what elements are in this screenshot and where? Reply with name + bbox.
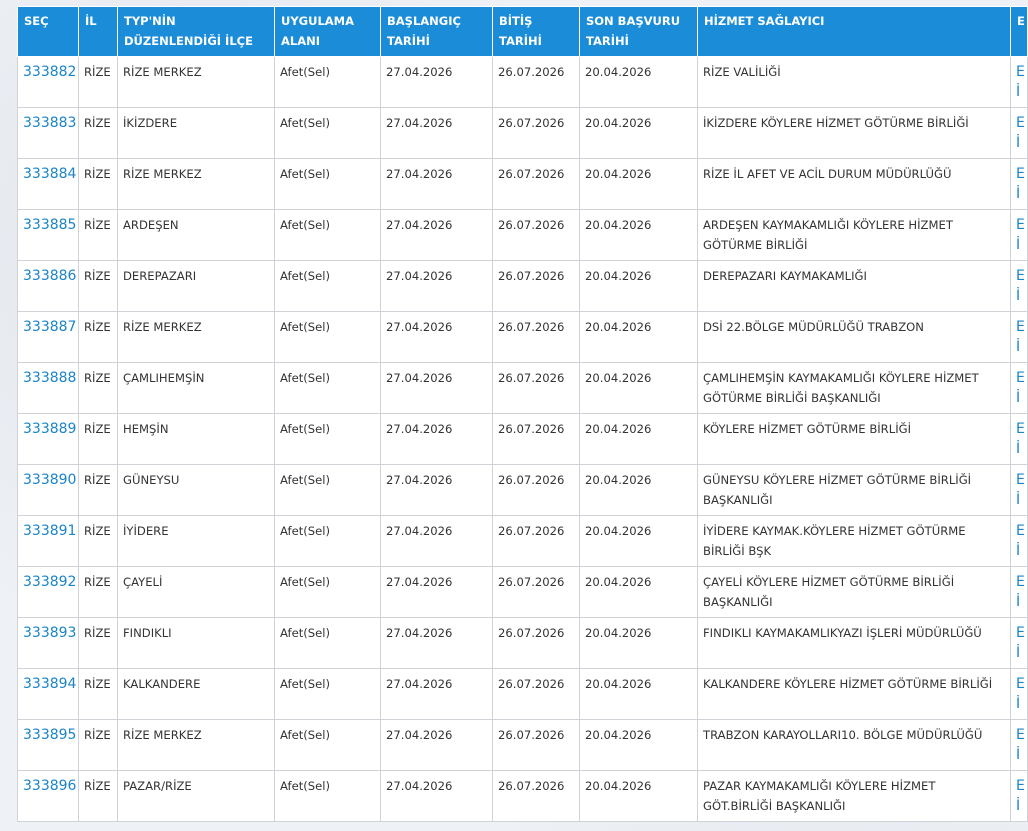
truncated-text-line2: İ bbox=[1016, 186, 1021, 202]
cell-son-basvuru: 20.04.2026 bbox=[580, 312, 698, 363]
cell-son-basvuru: 20.04.2026 bbox=[580, 210, 698, 261]
header-son-basvuru bbox=[580, 7, 698, 57]
cell-sec bbox=[18, 618, 79, 669]
header-hizmet-label: HİZMET SAĞLAYICI bbox=[704, 14, 825, 28]
cell-baslangic: 27.04.2026 bbox=[381, 414, 493, 465]
table-row bbox=[18, 108, 1028, 159]
cell-ilce: İYİDERE bbox=[118, 516, 275, 567]
cell-hizmet: RİZE İL AFET VE ACİL DURUM MÜDÜRLÜĞÜ bbox=[698, 159, 1011, 210]
cell-il: RİZE bbox=[79, 720, 118, 771]
cell-hizmet: PAZAR KAYMAKAMLIĞI KÖYLERE HİZMET GÖT.BİRLİĞİ BAŞKANLIĞI bbox=[698, 771, 1011, 822]
cell-baslangic: 27.04.2026 bbox=[381, 312, 493, 363]
truncated-text-line1: E bbox=[1016, 472, 1025, 488]
cell-bitis: 26.07.2026 bbox=[493, 414, 580, 465]
table-row bbox=[18, 516, 1028, 567]
table-row bbox=[18, 363, 1028, 414]
truncated-text-line1: E bbox=[1016, 166, 1025, 182]
cell-alan: Afet(Sel) bbox=[275, 108, 381, 159]
cell-ilce: ARDEŞEN bbox=[118, 210, 275, 261]
cell-ilce: DEREPAZARI bbox=[118, 261, 275, 312]
cell-baslangic: 27.04.2026 bbox=[381, 261, 493, 312]
table-row bbox=[18, 312, 1028, 363]
cell-truncated-column bbox=[1011, 465, 1028, 516]
table-row bbox=[18, 618, 1028, 669]
table-row bbox=[18, 210, 1028, 261]
select-program-link[interactable]: 333896 bbox=[23, 778, 77, 794]
cell-baslangic: 27.04.2026 bbox=[381, 771, 493, 822]
cell-baslangic: 27.04.2026 bbox=[381, 363, 493, 414]
select-program-link[interactable]: 333891 bbox=[23, 523, 77, 539]
cell-il: RİZE bbox=[79, 108, 118, 159]
header-alan-line2: ALANI bbox=[281, 34, 321, 48]
select-program-link[interactable]: 333883 bbox=[23, 115, 77, 131]
cell-ilce: KALKANDERE bbox=[118, 669, 275, 720]
header-alan-line1: UYGULAMA bbox=[281, 14, 355, 28]
cell-truncated-column bbox=[1011, 516, 1028, 567]
cell-truncated-column bbox=[1011, 414, 1028, 465]
cell-ilce: ÇAYELİ bbox=[118, 567, 275, 618]
cell-il: RİZE bbox=[79, 516, 118, 567]
truncated-text-line2: İ bbox=[1016, 84, 1021, 100]
cell-son-basvuru: 20.04.2026 bbox=[580, 414, 698, 465]
program-table bbox=[17, 6, 1028, 822]
truncated-text-line2: İ bbox=[1016, 492, 1021, 508]
cell-truncated-column bbox=[1011, 210, 1028, 261]
cell-alan: Afet(Sel) bbox=[275, 57, 381, 108]
select-program-link[interactable]: 333892 bbox=[23, 574, 77, 590]
cell-il: RİZE bbox=[79, 363, 118, 414]
truncated-text-line2: İ bbox=[1016, 696, 1021, 712]
cell-ilce: İKİZDERE bbox=[118, 108, 275, 159]
cell-alan: Afet(Sel) bbox=[275, 771, 381, 822]
cell-ilce: ÇAMLIHEMŞİN bbox=[118, 363, 275, 414]
truncated-text-line1: E bbox=[1016, 64, 1025, 80]
cell-alan: Afet(Sel) bbox=[275, 414, 381, 465]
truncated-text-line2: İ bbox=[1016, 339, 1021, 355]
select-program-link[interactable]: 333884 bbox=[23, 166, 77, 182]
truncated-text-line2: İ bbox=[1016, 543, 1021, 559]
table-row bbox=[18, 771, 1028, 822]
header-son-line1: SON BAŞVURU bbox=[586, 14, 681, 28]
cell-truncated-column bbox=[1011, 57, 1028, 108]
table-row bbox=[18, 720, 1028, 771]
cell-hizmet: TRABZON KARAYOLLARI10. BÖLGE MÜDÜRLÜĞÜ bbox=[698, 720, 1011, 771]
truncated-text-line1: E bbox=[1016, 625, 1025, 641]
cell-alan: Afet(Sel) bbox=[275, 669, 381, 720]
cell-bitis: 26.07.2026 bbox=[493, 108, 580, 159]
table-row bbox=[18, 57, 1028, 108]
header-son-line2: TARİHİ bbox=[586, 34, 629, 48]
cell-sec bbox=[18, 363, 79, 414]
cell-ilce: GÜNEYSU bbox=[118, 465, 275, 516]
truncated-text-line1: E bbox=[1016, 268, 1025, 284]
truncated-text-line1: E bbox=[1016, 523, 1025, 539]
cell-sec bbox=[18, 414, 79, 465]
select-program-link[interactable]: 333882 bbox=[23, 64, 77, 80]
cell-il: RİZE bbox=[79, 567, 118, 618]
cell-hizmet: FINDIKLI KAYMAKAMLIKYAZI İŞLERİ MÜDÜRLÜĞÜ bbox=[698, 618, 1011, 669]
cell-hizmet: ÇAYELİ KÖYLERE HİZMET GÖTÜRME BİRLİĞİ BAŞKANLIĞI bbox=[698, 567, 1011, 618]
cell-il: RİZE bbox=[79, 618, 118, 669]
cell-il: RİZE bbox=[79, 465, 118, 516]
cell-sec bbox=[18, 108, 79, 159]
cell-baslangic: 27.04.2026 bbox=[381, 567, 493, 618]
cell-ilce: HEMŞİN bbox=[118, 414, 275, 465]
listing-container bbox=[17, 6, 1027, 822]
cell-truncated-column bbox=[1011, 312, 1028, 363]
cell-bitis: 26.07.2026 bbox=[493, 720, 580, 771]
cell-bitis: 26.07.2026 bbox=[493, 669, 580, 720]
cell-bitis: 26.07.2026 bbox=[493, 516, 580, 567]
truncated-text-line2: İ bbox=[1016, 645, 1021, 661]
header-bitis-line2: TARİHİ bbox=[499, 34, 542, 48]
cell-baslangic: 27.04.2026 bbox=[381, 669, 493, 720]
cell-baslangic: 27.04.2026 bbox=[381, 159, 493, 210]
cell-bitis: 26.07.2026 bbox=[493, 261, 580, 312]
cell-il: RİZE bbox=[79, 312, 118, 363]
cell-hizmet: GÜNEYSU KÖYLERE HİZMET GÖTÜRME BİRLİĞİ BAŞKANLIĞI bbox=[698, 465, 1011, 516]
cell-alan: Afet(Sel) bbox=[275, 567, 381, 618]
table-row bbox=[18, 465, 1028, 516]
table-row bbox=[18, 159, 1028, 210]
table-row bbox=[18, 567, 1028, 618]
cell-truncated-column bbox=[1011, 618, 1028, 669]
header-hizmet bbox=[698, 7, 1011, 57]
cell-sec bbox=[18, 159, 79, 210]
cell-baslangic: 27.04.2026 bbox=[381, 465, 493, 516]
cell-son-basvuru: 20.04.2026 bbox=[580, 159, 698, 210]
cell-alan: Afet(Sel) bbox=[275, 210, 381, 261]
cell-ilce: RİZE MERKEZ bbox=[118, 312, 275, 363]
truncated-text-line2: İ bbox=[1016, 747, 1021, 763]
cell-il: RİZE bbox=[79, 771, 118, 822]
cell-hizmet: İYİDERE KAYMAK.KÖYLERE HİZMET GÖTÜRME BİRLİĞİ BŞK bbox=[698, 516, 1011, 567]
select-program-link[interactable]: 333885 bbox=[23, 217, 77, 233]
cell-ilce: PAZAR/RİZE bbox=[118, 771, 275, 822]
cell-truncated-column bbox=[1011, 771, 1028, 822]
cell-baslangic: 27.04.2026 bbox=[381, 720, 493, 771]
truncated-text-line1: E bbox=[1016, 778, 1025, 794]
select-program-link[interactable]: 333888 bbox=[23, 370, 77, 386]
table-row bbox=[18, 669, 1028, 720]
header-baslangic bbox=[381, 7, 493, 57]
truncated-text-line2: İ bbox=[1016, 288, 1021, 304]
cell-son-basvuru: 20.04.2026 bbox=[580, 516, 698, 567]
truncated-text-line1: E bbox=[1016, 319, 1025, 335]
cell-hizmet: ARDEŞEN KAYMAKAMLIĞI KÖYLERE HİZMET GÖTÜRME BİRLİĞİ bbox=[698, 210, 1011, 261]
cell-truncated-column bbox=[1011, 261, 1028, 312]
cell-son-basvuru: 20.04.2026 bbox=[580, 771, 698, 822]
truncated-text-line2: İ bbox=[1016, 390, 1021, 406]
cell-bitis: 26.07.2026 bbox=[493, 210, 580, 261]
truncated-text-line2: İ bbox=[1016, 441, 1021, 457]
cell-hizmet: KALKANDERE KÖYLERE HİZMET GÖTÜRME BİRLİĞİ bbox=[698, 669, 1011, 720]
header-bitis-line1: BİTİŞ bbox=[499, 14, 533, 28]
cell-truncated-column bbox=[1011, 720, 1028, 771]
cell-bitis: 26.07.2026 bbox=[493, 567, 580, 618]
header-baslangic-line1: BAŞLANGIÇ bbox=[387, 14, 461, 28]
cell-son-basvuru: 20.04.2026 bbox=[580, 108, 698, 159]
cell-sec bbox=[18, 312, 79, 363]
cell-alan: Afet(Sel) bbox=[275, 363, 381, 414]
cell-alan: Afet(Sel) bbox=[275, 618, 381, 669]
cell-sec bbox=[18, 57, 79, 108]
header-il bbox=[79, 7, 118, 57]
cell-alan: Afet(Sel) bbox=[275, 261, 381, 312]
select-program-link[interactable]: 333895 bbox=[23, 727, 77, 743]
cell-ilce: RİZE MERKEZ bbox=[118, 159, 275, 210]
cell-sec bbox=[18, 465, 79, 516]
truncated-text-line1: E bbox=[1016, 370, 1025, 386]
table-header bbox=[18, 7, 1028, 57]
truncated-text-line2: İ bbox=[1016, 798, 1021, 814]
cell-hizmet: DSİ 22.BÖLGE MÜDÜRLÜĞÜ TRABZON bbox=[698, 312, 1011, 363]
cell-il: RİZE bbox=[79, 159, 118, 210]
cell-sec bbox=[18, 720, 79, 771]
header-last-label: E bbox=[1017, 14, 1025, 28]
cell-truncated-column bbox=[1011, 669, 1028, 720]
cell-truncated-column bbox=[1011, 108, 1028, 159]
cell-sec bbox=[18, 261, 79, 312]
cell-baslangic: 27.04.2026 bbox=[381, 516, 493, 567]
cell-ilce: FINDIKLI bbox=[118, 618, 275, 669]
cell-hizmet: ÇAMLIHEMŞİN KAYMAKAMLIĞI KÖYLERE HİZMET GÖTÜRME BİRLİĞİ BAŞKANLIĞI bbox=[698, 363, 1011, 414]
cell-ilce: RİZE MERKEZ bbox=[118, 57, 275, 108]
select-program-link[interactable]: 333894 bbox=[23, 676, 77, 692]
cell-hizmet: RİZE VALİLİĞİ bbox=[698, 57, 1011, 108]
truncated-text-line2: İ bbox=[1016, 135, 1021, 151]
cell-alan: Afet(Sel) bbox=[275, 516, 381, 567]
select-program-link[interactable]: 333890 bbox=[23, 472, 77, 488]
cell-bitis: 26.07.2026 bbox=[493, 771, 580, 822]
cell-truncated-column bbox=[1011, 567, 1028, 618]
cell-alan: Afet(Sel) bbox=[275, 720, 381, 771]
select-program-link[interactable]: 333887 bbox=[23, 319, 77, 335]
cell-truncated-column bbox=[1011, 363, 1028, 414]
cell-sec bbox=[18, 771, 79, 822]
cell-bitis: 26.07.2026 bbox=[493, 312, 580, 363]
truncated-text-line1: E bbox=[1016, 421, 1025, 437]
cell-il: RİZE bbox=[79, 57, 118, 108]
header-row bbox=[18, 7, 1028, 57]
cell-il: RİZE bbox=[79, 669, 118, 720]
truncated-text-line2: İ bbox=[1016, 594, 1021, 610]
cell-truncated-column bbox=[1011, 159, 1028, 210]
header-ilce-line1: TYP'NİN bbox=[124, 14, 176, 28]
cell-hizmet: İKİZDERE KÖYLERE HİZMET GÖTÜRME BİRLİĞİ bbox=[698, 108, 1011, 159]
cell-son-basvuru: 20.04.2026 bbox=[580, 465, 698, 516]
truncated-text-line1: E bbox=[1016, 676, 1025, 692]
select-program-link[interactable]: 333889 bbox=[23, 421, 77, 437]
cell-il: RİZE bbox=[79, 261, 118, 312]
cell-son-basvuru: 20.04.2026 bbox=[580, 567, 698, 618]
cell-ilce: RİZE MERKEZ bbox=[118, 720, 275, 771]
cell-sec bbox=[18, 210, 79, 261]
cell-bitis: 26.07.2026 bbox=[493, 159, 580, 210]
cell-bitis: 26.07.2026 bbox=[493, 57, 580, 108]
cell-alan: Afet(Sel) bbox=[275, 312, 381, 363]
cell-son-basvuru: 20.04.2026 bbox=[580, 669, 698, 720]
table-row bbox=[18, 414, 1028, 465]
cell-alan: Afet(Sel) bbox=[275, 465, 381, 516]
select-program-link[interactable]: 333886 bbox=[23, 268, 77, 284]
table-body bbox=[18, 57, 1028, 822]
header-baslangic-line2: TARİHİ bbox=[387, 34, 430, 48]
cell-baslangic: 27.04.2026 bbox=[381, 618, 493, 669]
select-program-link[interactable]: 333893 bbox=[23, 625, 77, 641]
cell-son-basvuru: 20.04.2026 bbox=[580, 720, 698, 771]
cell-baslangic: 27.04.2026 bbox=[381, 108, 493, 159]
truncated-text-line1: E bbox=[1016, 727, 1025, 743]
truncated-text-line1: E bbox=[1016, 574, 1025, 590]
header-sec-label: SEÇ bbox=[24, 14, 49, 28]
header-last bbox=[1011, 7, 1028, 57]
cell-hizmet: DEREPAZARI KAYMAKAMLIĞI bbox=[698, 261, 1011, 312]
table-row bbox=[18, 261, 1028, 312]
cell-bitis: 26.07.2026 bbox=[493, 465, 580, 516]
truncated-text-line1: E bbox=[1016, 217, 1025, 233]
truncated-text-line2: İ bbox=[1016, 237, 1021, 253]
cell-baslangic: 27.04.2026 bbox=[381, 57, 493, 108]
header-il-label: İL bbox=[85, 14, 97, 28]
cell-alan: Afet(Sel) bbox=[275, 159, 381, 210]
cell-il: RİZE bbox=[79, 414, 118, 465]
cell-hizmet: KÖYLERE HİZMET GÖTÜRME BİRLİĞİ bbox=[698, 414, 1011, 465]
cell-son-basvuru: 20.04.2026 bbox=[580, 57, 698, 108]
cell-sec bbox=[18, 567, 79, 618]
header-alan bbox=[275, 7, 381, 57]
header-bitis bbox=[493, 7, 580, 57]
truncated-text-line1: E bbox=[1016, 115, 1025, 131]
cell-bitis: 26.07.2026 bbox=[493, 618, 580, 669]
header-ilce bbox=[118, 7, 275, 57]
cell-baslangic: 27.04.2026 bbox=[381, 210, 493, 261]
header-sec bbox=[18, 7, 79, 57]
cell-sec bbox=[18, 516, 79, 567]
header-ilce-line2: DÜZENLENDİĞİ İLÇE bbox=[124, 34, 253, 48]
cell-bitis: 26.07.2026 bbox=[493, 363, 580, 414]
cell-son-basvuru: 20.04.2026 bbox=[580, 618, 698, 669]
cell-son-basvuru: 20.04.2026 bbox=[580, 363, 698, 414]
cell-son-basvuru: 20.04.2026 bbox=[580, 261, 698, 312]
cell-il: RİZE bbox=[79, 210, 118, 261]
cell-sec bbox=[18, 669, 79, 720]
